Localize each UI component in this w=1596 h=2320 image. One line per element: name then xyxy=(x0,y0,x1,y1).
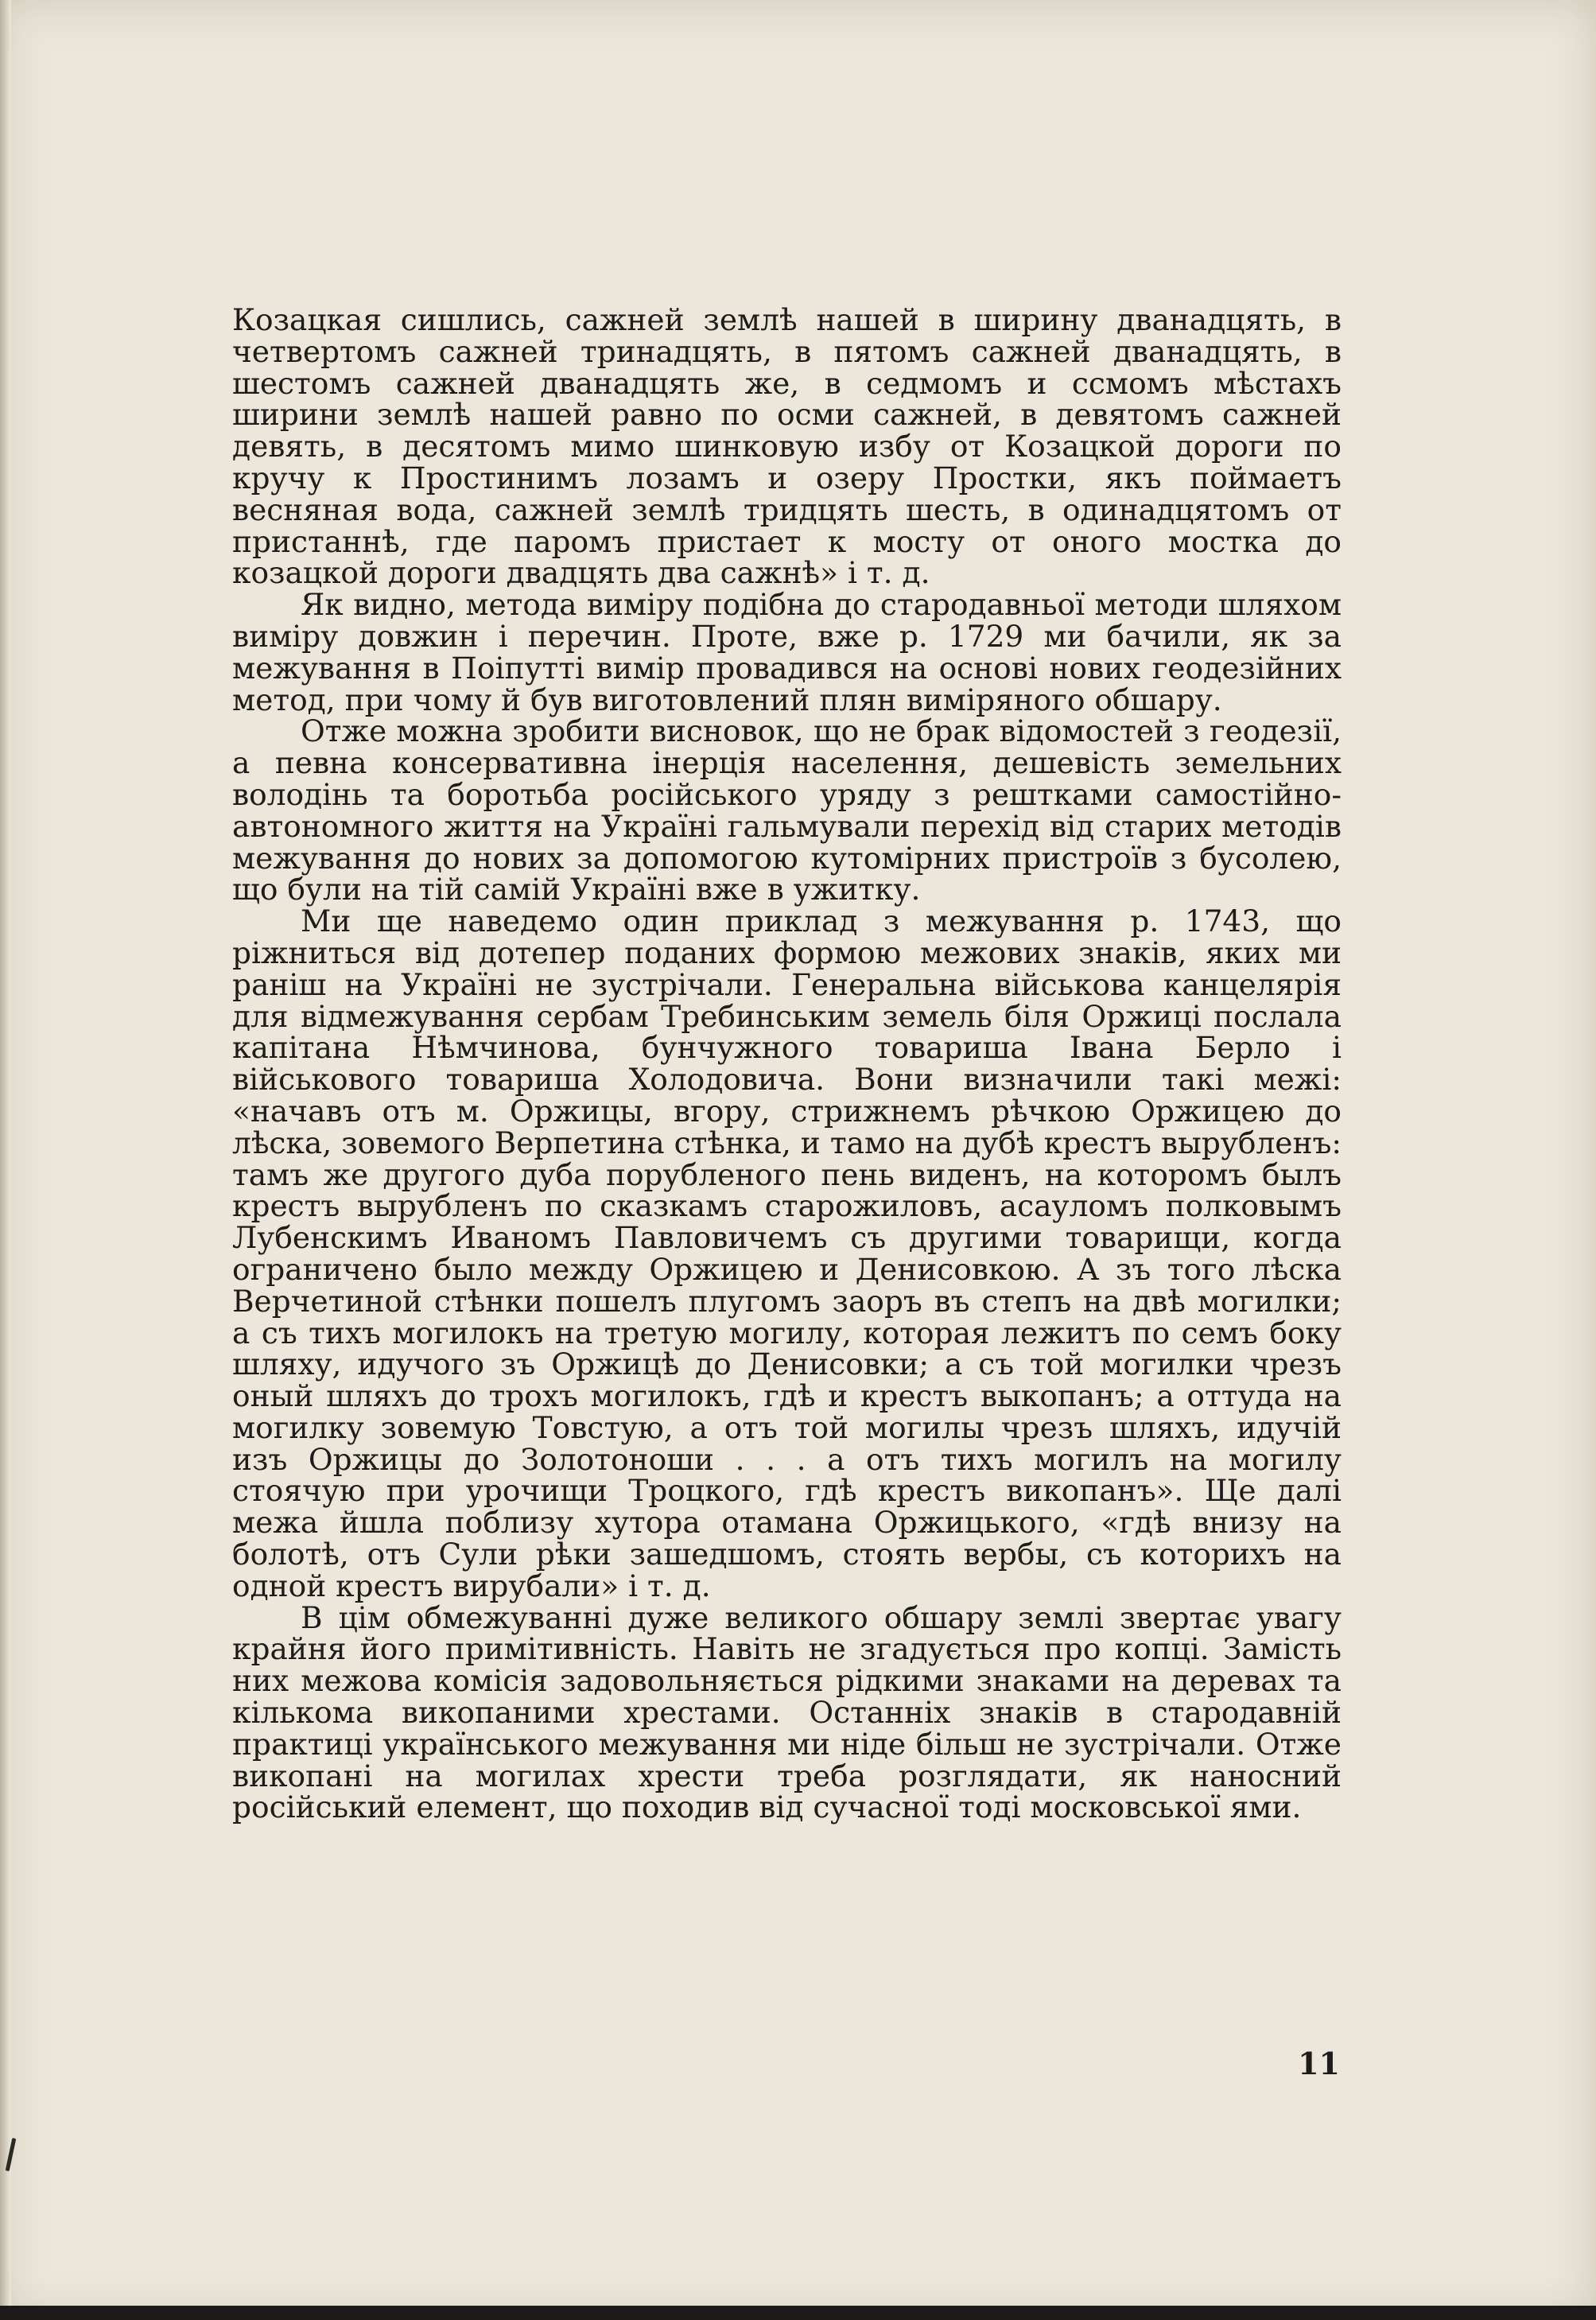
page-number: 11 xyxy=(1298,2046,1340,2081)
paragraph-1: Козацкая сишлись, сажней землѣ нашей в ширину дванадцять, в четвертомъ сажней тринадцять, в пятомъ сажней дванадцять, в шестомъ сажней дванадцять же, в седмомъ и ссмомъ мѣстахъ ширини землѣ нашей равно по осми сажней, в девятомъ сажней девять, в десятомъ мимо шинковую избу от Козацкой дороги по кручу к Простинимъ лозамъ и озеру Простки, якъ поймаетъ весняная вода, сажней землѣ тридцять шесть, в одинадцятомъ от пристаннѣ, где паромъ пристает к мосту от оного мостка до козацкой дороги двадцять два сажнѣ» і т. д. xyxy=(232,302,1342,591)
scan-bottom-border xyxy=(0,2306,1596,2320)
paragraph-3: Отже можна зробити висновок, що не брак відомостей з геодезії, а певна консервативна інерція населення, дешевість земельних володінь та боротьба російського уряду з рештками самостійно-автономного життя на Україні гальмували перехід від старих методів межування до нових за допомогою кутомірних пристроїв з бусолею, що були на тій самій Україні вже в ужитку. xyxy=(232,713,1342,907)
paragraph-2: Як видно, метода виміру подібна до стародавньої методи шляхом виміру довжин і перечин. Проте, вже р. 1729 ми бачили, як за межування в Поіпутті вимір провадився на основі нових геодезійних метод, при чому й був виготовлений плян виміряного обшару. xyxy=(232,587,1342,717)
body-text xyxy=(232,302,1342,1825)
page-left-shadow xyxy=(0,0,11,2320)
paragraph-4: Ми ще наведемо один приклад з межування р. 1743, що ріжниться від дотепер поданих формою межових знаків, яких ми раніш на Україні не зустрічали. Генеральна військова канцелярія для відмежування сербам Требинським земель біля Оржиці послала капітана Нѣмчинова, бунчужного товариша Івана Берло і військового товариша Холодовича. Вони визначили такі межі: «начавъ отъ м. Оржицы, вгору, стрижнемъ рѣчкою Оржицею до лѣска, зовемого Верпетина стѣнка, и тамо на дубѣ крестъ вырубленъ: тамъ же другого дуба порубленого пень виденъ, на которомъ былъ крестъ вырубленъ по сказкамъ старожиловъ, асауломъ полковымъ Лубенскимъ Иваномъ Павловичемъ съ другими товарищи, когда ограничено было между Оржицею и Денисовкою. А зъ того лѣска Верчетиной стѣнки пошелъ плугомъ заоръ въ степъ на двѣ могилки; а съ тихъ могилокъ на третую могилу, которая лежитъ по семъ боку шляху, идучого зъ Оржицѣ до Денисовки; а съ той могилки чрезъ оный шляхъ до трохъ могилокъ, гдѣ и крестъ выкопанъ; а оттуда на могилку зовемую Товстую, а отъ той могилы чрезъ шляхъ, идучій изъ Оржицы до Золотоноши . . . а отъ тихъ могилъ на могилу стоячую при урочищи Троцкого, гдѣ крестъ викопанъ». Ще далі межа йшла поблизу хутора отамана Оржицького, «гдѣ внизу на болотѣ, отъ Сули рѣки зашедшомъ, стоять вербы, съ которихъ на одной крестъ вирубали» і т. д. xyxy=(232,904,1342,1603)
paragraph-5: В цім обмежуванні дуже великого обшару землі звертає увагу крайня його примітивність. Навіть не згадується про копці. Замість них межова комісія задовольняється рідкими знаками на деревах та кількома викопаними хрестами. Останніх знаків в стародавній практиці українського межування ми ніде більш не зустрічали. Отже викопані на могилах хрести треба розглядати, як наносний російський елемент, що походив від сучасної тоді московської ями. xyxy=(232,1599,1342,1825)
